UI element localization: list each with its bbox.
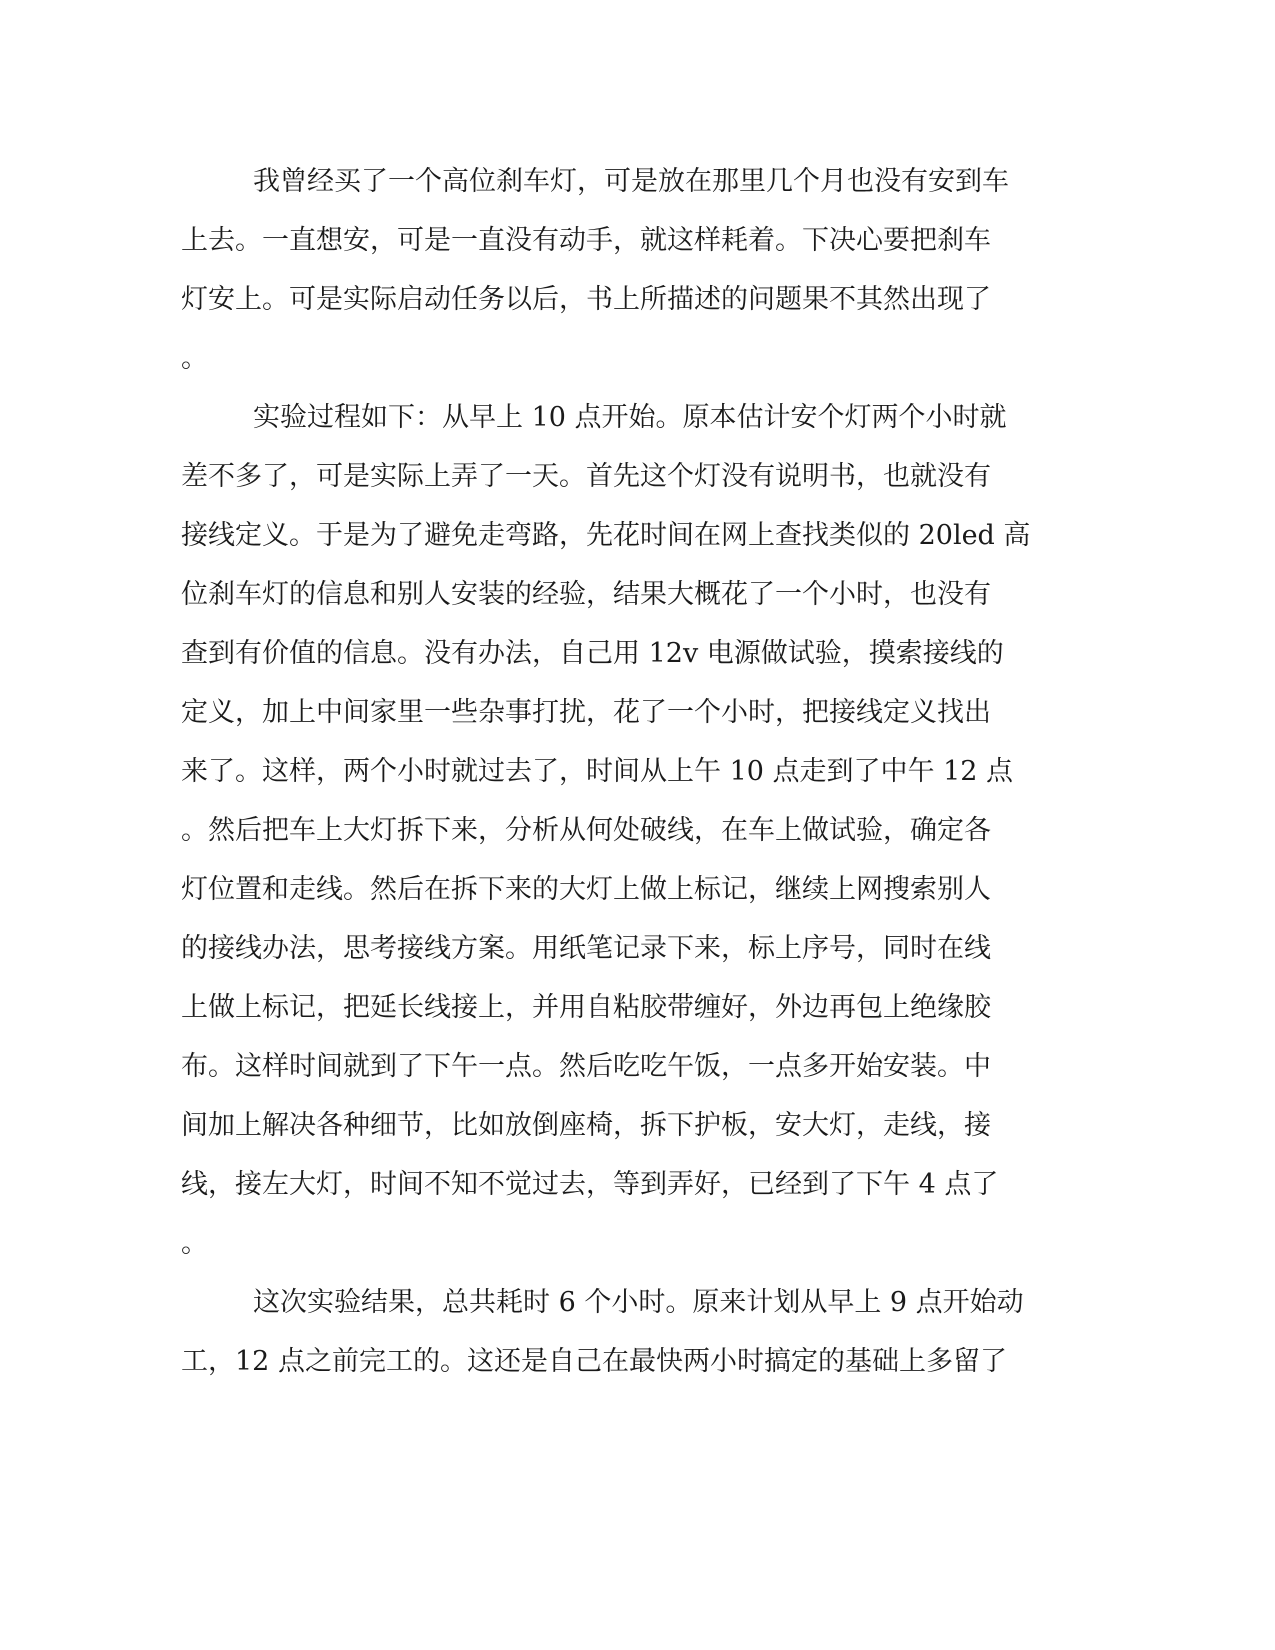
text-line: 接线定义。于是为了避免走弯路，先花时间在网上查找类似的 20led 高 (181, 520, 1031, 551)
text-line: 工，12 点之前完工的。这还是自己在最快两小时搞定的基础上多留了 (181, 1346, 1007, 1377)
body-text (181, 152, 1041, 1391)
text-line: 。 (181, 343, 208, 374)
text-line: 位刹车灯的信息和别人安装的经验，结果大概花了一个小时，也没有 (181, 579, 991, 610)
text-line: 实验过程如下：从早上 10 点开始。原本估计安个灯两个小时就 (253, 402, 1007, 433)
text-line: 上去。一直想安，可是一直没有动手，就这样耗着。下决心要把刹车 (181, 225, 991, 256)
text-line: 上做上标记，把延长线接上，并用自粘胶带缠好，外边再包上绝缘胶 (181, 992, 991, 1023)
text-line: 间加上解决各种细节，比如放倒座椅，拆下护板，安大灯，走线，接 (181, 1110, 991, 1141)
text-line: 来了。这样，两个小时就过去了，时间从上午 10 点走到了中午 12 点 (181, 756, 1014, 787)
text-line: 这次实验结果，总共耗时 6 个小时。原来计划从早上 9 点开始动 (253, 1287, 1024, 1318)
text-line: 。然后把车上大灯拆下来，分析从何处破线，在车上做试验，确定各 (181, 815, 991, 846)
text-line: 。 (181, 1228, 208, 1259)
text-line: 布。这样时间就到了下午一点。然后吃吃午饭，一点多开始安装。中 (181, 1051, 991, 1082)
paragraph-3 (181, 1273, 1041, 1391)
text-line: 灯位置和走线。然后在拆下来的大灯上做上标记，继续上网搜索别人 (181, 874, 991, 905)
text-line: 我曾经买了一个高位刹车灯，可是放在那里几个月也没有安到车 (253, 166, 1009, 197)
text-line: 差不多了，可是实际上弄了一天。首先这个灯没有说明书，也就没有 (181, 461, 991, 492)
paragraph-1 (181, 152, 1041, 388)
text-line: 的接线办法，思考接线方案。用纸笔记录下来，标上序号，同时在线 (181, 933, 991, 964)
text-line: 定义，加上中间家里一些杂事打扰，花了一个小时，把接线定义找出 (181, 697, 991, 728)
text-line: 线，接左大灯，时间不知不觉过去，等到弄好，已经到了下午 4 点了 (181, 1169, 999, 1200)
text-line: 灯安上。可是实际启动任务以后，书上所描述的问题果不其然出现了 (181, 284, 991, 315)
text-line: 查到有价值的信息。没有办法，自己用 12v 电源做试验，摸索接线的 (181, 638, 1004, 669)
paragraph-2 (181, 388, 1041, 1273)
